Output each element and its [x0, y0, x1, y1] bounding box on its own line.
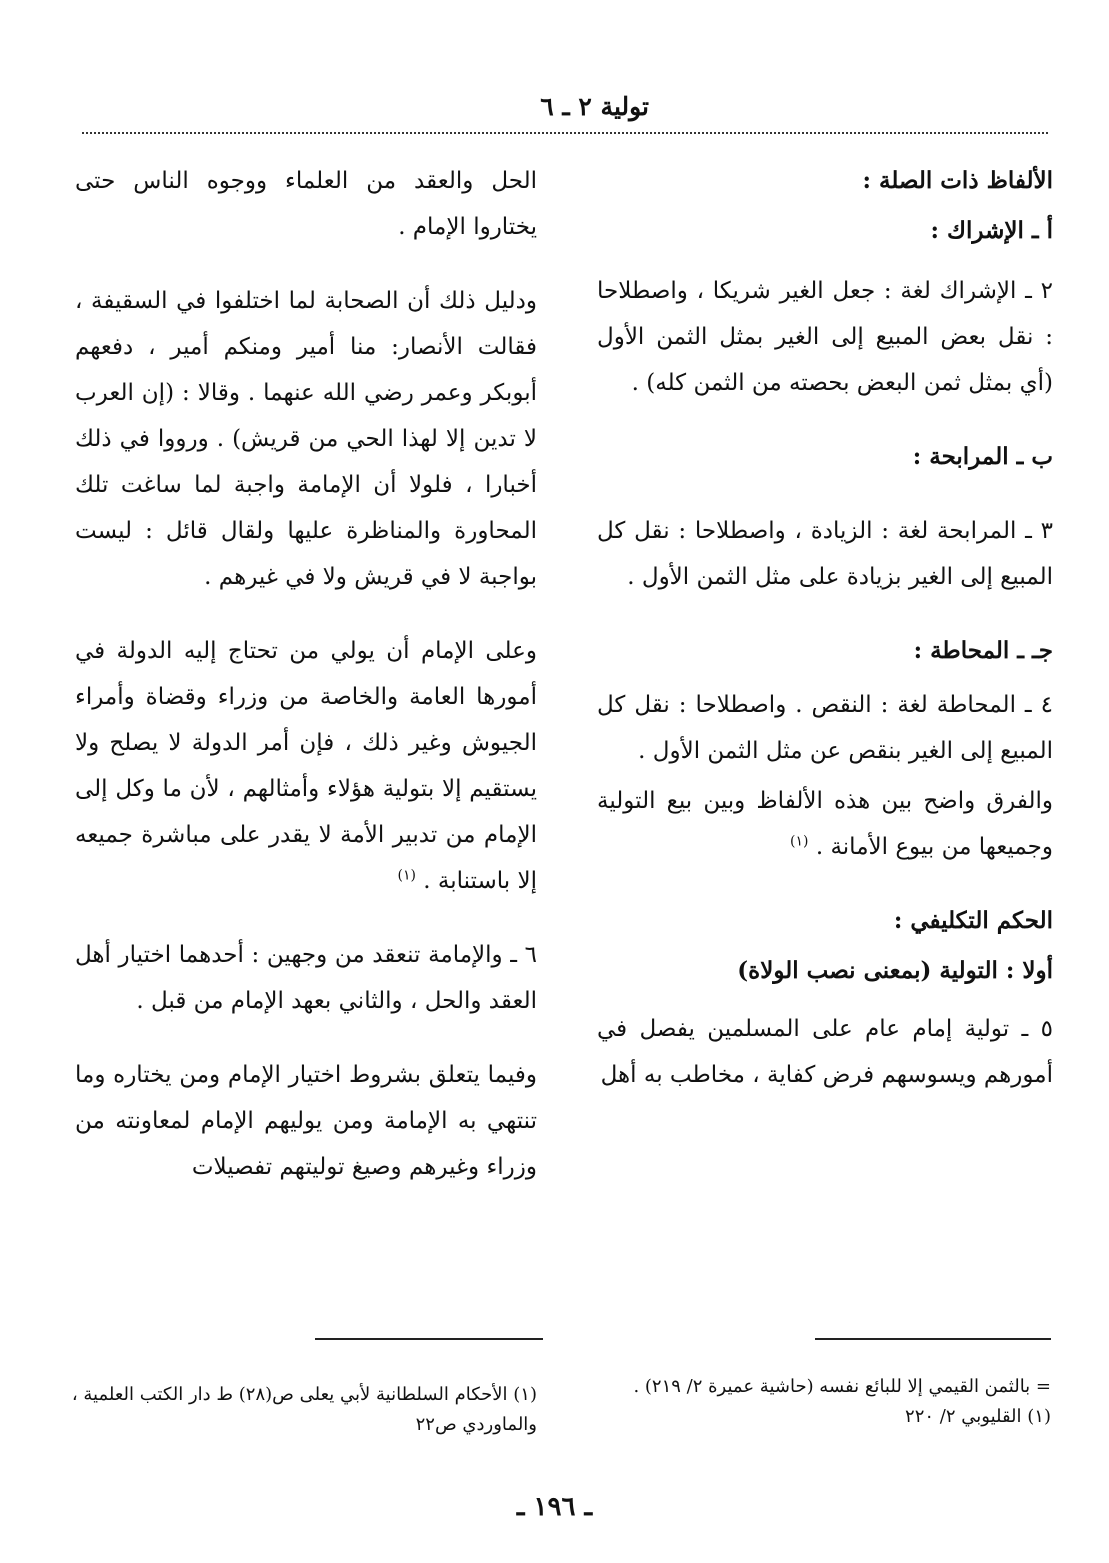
related-terms-heading: الألفاظ ذات الصلة :: [862, 167, 1053, 194]
header-dotted-rule: [82, 132, 1048, 134]
first-section-heading: أولا : التولية (بمعنى نصب الولاة): [737, 957, 1053, 984]
right-column: [597, 158, 1053, 1126]
ishrak-paragraph: ٢ ـ الإشراك لغة : جعل الغير شريكا ، واصطلاحا : نقل بعض المبيع إلى الغير بمثل الثمن الأول (أي بمثل ثمن البعض بحصته من الثمن كله) .: [597, 278, 1053, 396]
ruling-heading: الحكم التكليفي :: [893, 907, 1053, 934]
evidence-paragraph: ودليل ذلك أن الصحابة لما اختلفوا في السقيفة ، فقالت الأنصار: منا أمير ومنكم أمير ، دفعهم أبوبكر وعمر رضي الله عنهما . وقالا : (إن العرب لا تدين إلا لهذا الحي من قريش) . ورووا في ذلك أخبارا ، فلولا أن الإمامة واجبة لما ساغت تلك المحاورة والمناظرة عليها ولقال قائل : ليست بواجبة لا في قريش ولا في غيرهم .: [75, 288, 537, 590]
footnote-rule-right: [815, 1338, 1051, 1340]
difference-paragraph: [597, 778, 1053, 870]
murabaha-paragraph: ٣ ـ المرابحة لغة : الزيادة ، واصطلاحا : نقل كل المبيع إلى الغير بزيادة على مثل الثمن الأول .: [597, 518, 1053, 590]
paragraph-6: ٦ ـ والإمامة تنعقد من وجهين : أحدهما اختيار أهل العقد والحل ، والثاني بعهد الإمام من قبل .: [75, 942, 537, 1014]
muhataha-paragraph: ٤ ـ المحاطة لغة : النقص . واصطلاحا : نقل كل المبيع إلى الغير بنقص عن مثل الثمن الأول .: [597, 692, 1053, 764]
continuation-paragraph: الحل والعقد من العلماء ووجوه الناس حتى يختاروا الإمام .: [75, 168, 537, 240]
footnote-rule-left: [315, 1338, 543, 1340]
footnote-continuation: = بالثمن القيمي إلا للبائع نفسه (حاشية عميرة ٢/ ٢١٩) .: [633, 1376, 1051, 1397]
imam-text: وعلى الإمام أن يولي من تحتاج إليه الدولة في أمورها العامة والخاصة من وزراء وقضاة وأمراء الجيوش وغير ذلك ، فإن أمر الدولة لا يصلح ولا يستقيم إلا بتولية هؤلاء وأمثالهم ، لأن ما وكل إلى الإمام من تدبير الأمة لا يقدر على مباشرة جميعه إلا باستنابة .: [75, 638, 537, 894]
imam-paragraph: [75, 628, 537, 904]
difference-text: والفرق واضح بين هذه الألفاظ وبين بيع التولية وجميعها من بيوع الأمانة .: [597, 788, 1053, 860]
muhataha-heading: جـ ـ المحاطة :: [913, 637, 1053, 664]
ishrak-heading: أ ـ الإشراك :: [930, 217, 1053, 244]
footnote-1-right: (١) القليوبي ٢/ ٢٢٠: [905, 1406, 1051, 1427]
paragraph-5: ٥ ـ تولية إمام عام على المسلمين يفصل في أمورهم ويسوسهم فرض كفاية ، مخاطب به أهل: [597, 1016, 1053, 1088]
last-paragraph: وفيما يتعلق بشروط اختيار الإمام ومن يختاره وما تنتهي به الإمامة ومن يوليهم الإمام لمعاونته من وزراء وغيرهم وصيغ توليتهم تفصيلات: [75, 1062, 537, 1180]
footnote-marker: (١): [790, 833, 809, 850]
footnotes-left: [69, 1380, 537, 1440]
page-number: ـ ١٩٦ ـ: [516, 1492, 593, 1522]
footnotes-right: [591, 1372, 1051, 1432]
murabaha-heading: ب ـ المرابحة :: [912, 443, 1053, 470]
footnote-marker: (١): [397, 867, 416, 884]
left-column: [75, 158, 537, 1218]
running-header: تولية ٢ ـ ٦: [540, 92, 649, 121]
footnote-1-left: (١) الأحكام السلطانية لأبي يعلى ص(٢٨) ط دار الكتب العلمية ، والماوردي ص٢٢: [71, 1384, 537, 1435]
